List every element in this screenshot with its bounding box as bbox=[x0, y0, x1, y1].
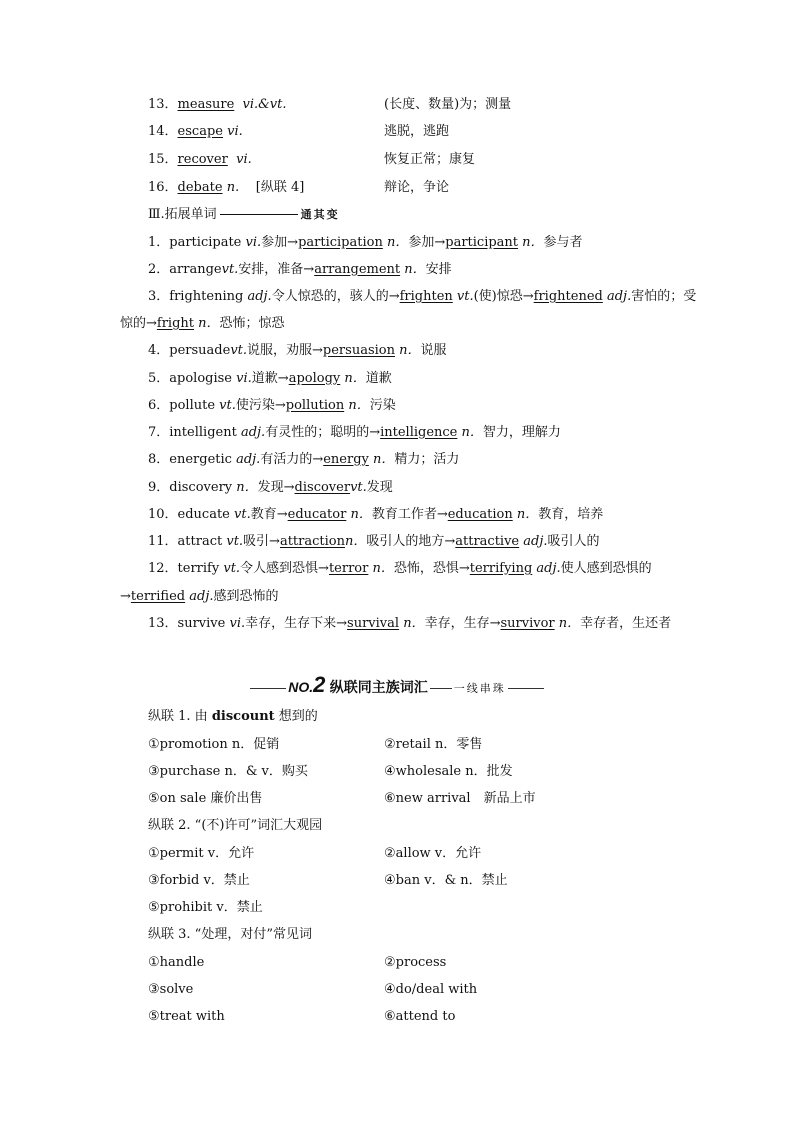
part-of-speech: n. bbox=[226, 180, 240, 195]
heading-rule bbox=[220, 214, 298, 215]
section-title: 纵联同主族词汇 bbox=[329, 680, 428, 696]
group-item: ①promotion n．促销 bbox=[148, 737, 280, 752]
expand-item: 12．terrify vt.令人感到恐惧→terror n．恐怖，恐惧→terrifying adj.使人感到恐惧的 bbox=[148, 561, 652, 576]
expand-item: 3．frightening adj.令人惊恐的，骇人的→frighten vt.(使)惊恐→frightened adj.害怕的；受 bbox=[148, 289, 697, 304]
group-item: ③forbid v．禁止 bbox=[148, 873, 250, 888]
expand-item: 4．persuadevt.说服，劝服→persuasion n．说服 bbox=[148, 343, 447, 358]
group-item: ①permit v．允许 bbox=[148, 846, 255, 861]
group-item: ①handle bbox=[148, 955, 205, 970]
group-item: ④do/deal with bbox=[384, 982, 478, 997]
vocab-word: escape bbox=[177, 124, 223, 139]
section-number: NO.2 bbox=[288, 672, 326, 697]
part-of-speech: vi. bbox=[236, 152, 252, 167]
item-number: 15． bbox=[148, 152, 178, 167]
vocab-row bbox=[148, 96, 286, 114]
group-item: ③purchase n．& v．购买 bbox=[148, 764, 308, 779]
section-title: Ⅲ.拓展单词 bbox=[148, 207, 217, 222]
vocab-meaning: 辩论，争论 bbox=[384, 180, 450, 195]
expand-item-continued: 惊的→fright n．恐怖；惊恐 bbox=[120, 316, 285, 331]
expand-item: 6．pollute vt.使污染→pollution n．污染 bbox=[148, 398, 396, 413]
group-item: ④wholesale n．批发 bbox=[384, 764, 513, 779]
banner-rule bbox=[250, 688, 286, 689]
expand-item: 11．attract vt.吸引→attractionn．吸引人的地方→attractive adj.吸引人的 bbox=[148, 534, 600, 549]
cross-reference-note: [纵联 4] bbox=[255, 180, 305, 195]
vocab-row bbox=[148, 123, 243, 141]
expand-item: 5．apologise vi.道歉→apology n．道歉 bbox=[148, 371, 392, 386]
group-item: ③solve bbox=[148, 982, 194, 997]
expand-item: 7．intelligent adj.有灵性的；聪明的→intelligence n．智力，理解力 bbox=[148, 425, 561, 440]
group-item: ⑤prohibit v．禁止 bbox=[148, 900, 263, 915]
vocab-row bbox=[148, 179, 304, 197]
group-item: ④ban v．& n．禁止 bbox=[384, 873, 508, 888]
group-item: ⑤on sale 廉价出售 bbox=[148, 791, 263, 806]
vocab-word: measure bbox=[177, 97, 235, 112]
vocab-word: recover bbox=[177, 152, 228, 167]
group-item: ②retail n．零售 bbox=[384, 737, 483, 752]
expand-item: 10．educate vt.教育→educator n．教育工作者→education n．教育，培养 bbox=[148, 507, 604, 522]
expand-item: 13．survive vi.幸存，生存下来→survival n．幸存，生存→survivor n．幸存者，生还者 bbox=[148, 616, 672, 631]
vocab-meaning: 逃脱，逃跑 bbox=[384, 124, 450, 139]
section-tag: 一线串珠 bbox=[453, 682, 506, 695]
expand-item: 8．energetic adj.有活力的→energy n．精力；活力 bbox=[148, 452, 460, 467]
group-item: ⑤treat with bbox=[148, 1009, 225, 1024]
expand-item: 2．arrangevt.安排，准备→arrangement n．安排 bbox=[148, 262, 452, 277]
vocab-row bbox=[148, 151, 252, 169]
section-heading bbox=[148, 206, 340, 224]
group-item: ②process bbox=[384, 955, 447, 970]
part-of-speech: vi. bbox=[227, 124, 243, 139]
section-banner bbox=[0, 674, 794, 700]
group-item: ②allow v．允许 bbox=[384, 846, 482, 861]
item-number: 16． bbox=[148, 180, 178, 195]
group-item: ⑥attend to bbox=[384, 1009, 456, 1024]
expand-item: 1．participate vi.参加→participation n．参加→participant n．参与者 bbox=[148, 235, 583, 250]
group-title: 纵联 1. 由 discount 想到的 bbox=[148, 709, 318, 724]
group-title: 纵联 3. “处理，对付”常见词 bbox=[148, 927, 312, 942]
item-number: 13． bbox=[148, 97, 178, 112]
group-item: ⑥new arrival 新品上市 bbox=[384, 791, 536, 806]
expand-item-continued: →terrified adj.感到恐怖的 bbox=[120, 589, 279, 604]
vocab-meaning: 恢复正常；康复 bbox=[384, 152, 476, 167]
vocab-meaning: (长度、数量)为；测量 bbox=[384, 97, 512, 112]
part-of-speech: vi.&vt. bbox=[242, 97, 287, 112]
banner-rule bbox=[430, 688, 452, 689]
item-number: 14． bbox=[148, 124, 178, 139]
group-title: 纵联 2. “(不)许可”词汇大观园 bbox=[148, 818, 323, 833]
vocab-word: debate bbox=[177, 180, 223, 195]
expand-item: 9．discovery n．发现→discovervt.发现 bbox=[148, 480, 393, 495]
section-tag: 通其变 bbox=[300, 208, 340, 221]
banner-rule bbox=[508, 688, 544, 689]
